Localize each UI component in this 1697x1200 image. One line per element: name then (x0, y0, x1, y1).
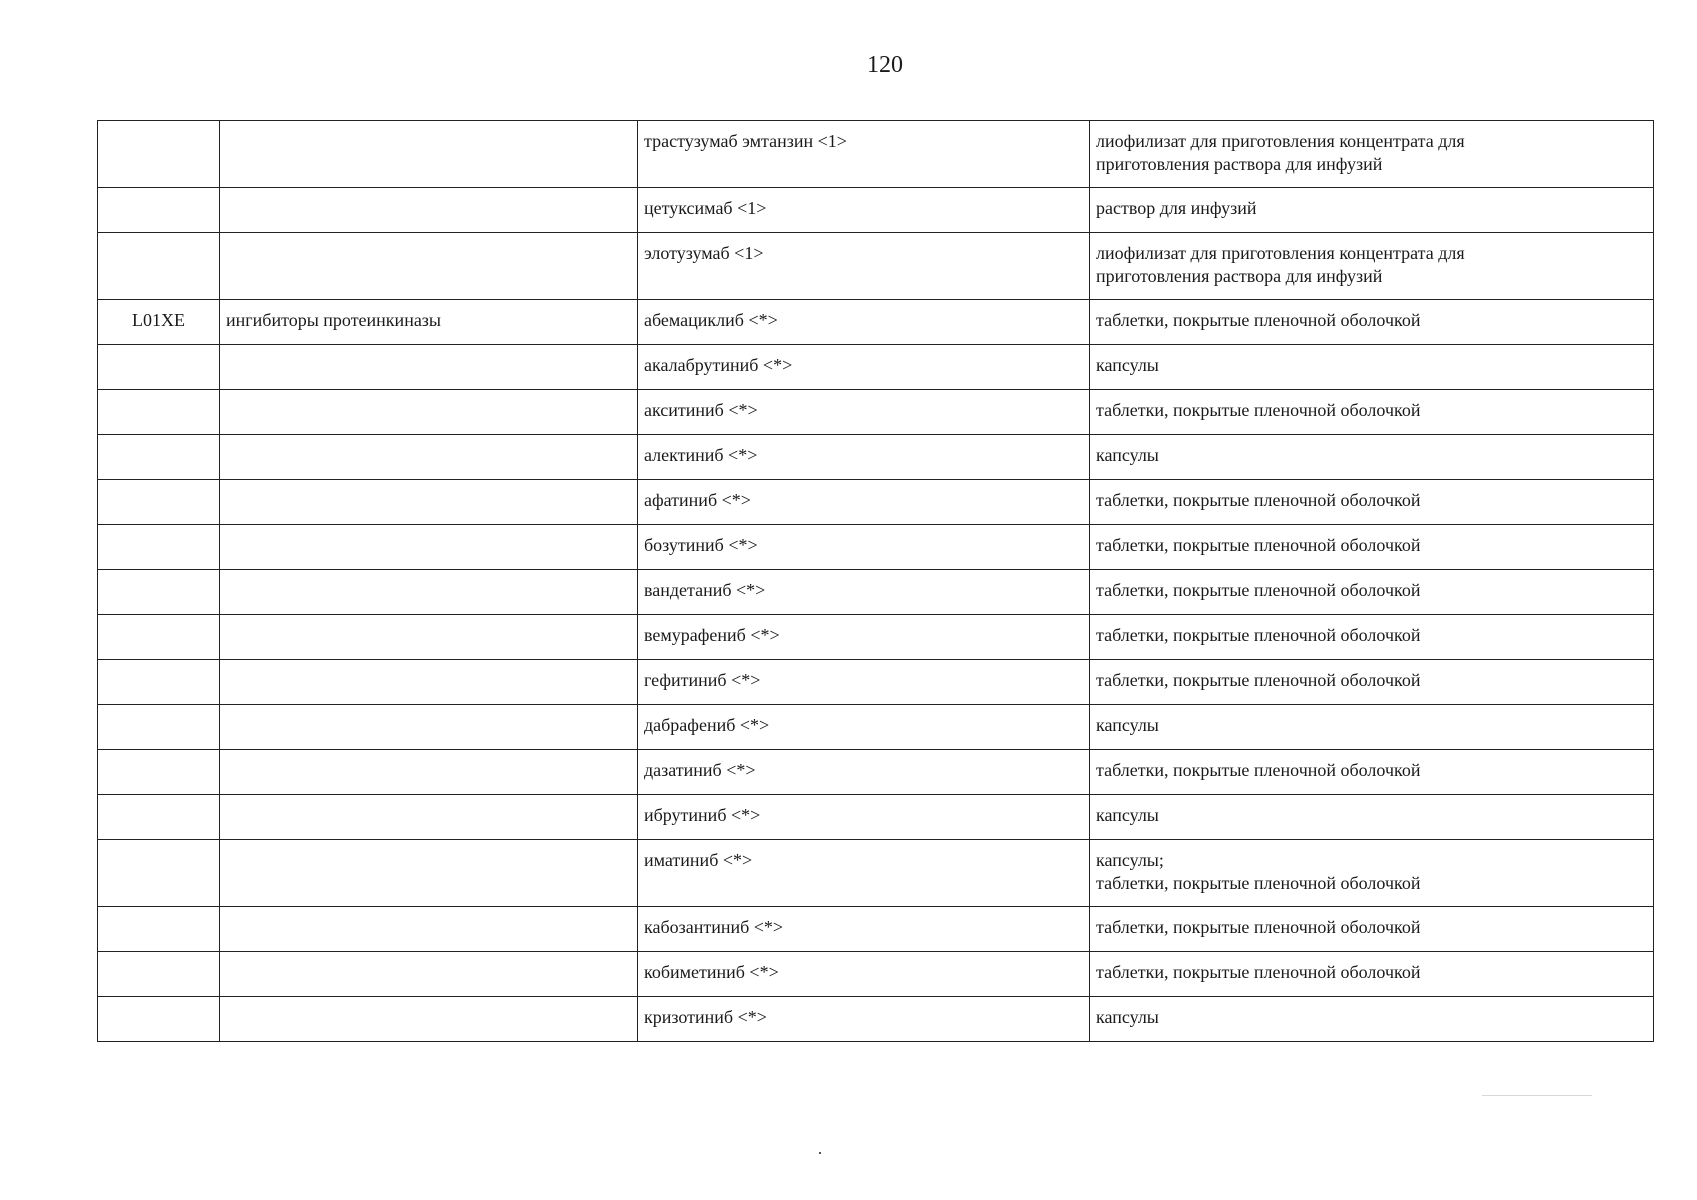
scan-line (1482, 1095, 1592, 1096)
pharmacological-group-cell (220, 795, 638, 840)
pharmacological-group-cell: ингибиторы протеинкиназы (220, 300, 638, 345)
dosage-form-cell (1090, 660, 1654, 705)
drug-name-cell: афатиниб <*> (638, 480, 1090, 525)
pharmacological-group-cell (220, 660, 638, 705)
table-row (98, 952, 1654, 997)
drug-name-cell: абемациклиб <*> (638, 300, 1090, 345)
table-row (98, 480, 1654, 525)
dosage-form-cell (1090, 390, 1654, 435)
atc-code-cell (98, 750, 220, 795)
dosage-form-line: капсулы; (1096, 850, 1164, 870)
dosage-form-line: приготовления раствора для инфузий (1096, 266, 1383, 286)
atc-code-cell (98, 435, 220, 480)
dosage-form-cell (1090, 615, 1654, 660)
pharmacological-group-cell (220, 345, 638, 390)
table-row (98, 188, 1654, 233)
pharmacological-group-cell (220, 705, 638, 750)
dosage-form-line: капсулы (1096, 355, 1159, 375)
dosage-form-cell (1090, 750, 1654, 795)
dosage-form-line: таблетки, покрытые пленочной оболочкой (1096, 670, 1421, 690)
atc-code-cell (98, 345, 220, 390)
dosage-form-line: таблетки, покрытые пленочной оболочкой (1096, 873, 1421, 893)
dosage-form-line: капсулы (1096, 715, 1159, 735)
drug-name-cell: бозутиниб <*> (638, 525, 1090, 570)
atc-code-cell (98, 233, 220, 300)
table-row (98, 795, 1654, 840)
atc-code-cell: L01XE (98, 300, 220, 345)
table-row (98, 705, 1654, 750)
pharmacological-group-cell (220, 997, 638, 1042)
drug-name-cell: алектиниб <*> (638, 435, 1090, 480)
drug-name-cell: акситиниб <*> (638, 390, 1090, 435)
dosage-form-cell (1090, 907, 1654, 952)
dosage-form-line: таблетки, покрытые пленочной оболочкой (1096, 400, 1421, 420)
drug-name-cell: элотузумаб <1> (638, 233, 1090, 300)
dosage-form-line: таблетки, покрытые пленочной оболочкой (1096, 580, 1421, 600)
dosage-form-cell (1090, 435, 1654, 480)
drug-name-cell: вемурафениб <*> (638, 615, 1090, 660)
dosage-form-cell (1090, 345, 1654, 390)
pharmacological-group-cell (220, 480, 638, 525)
atc-code-cell (98, 705, 220, 750)
table-row (98, 997, 1654, 1042)
drug-name-cell: кабозантиниб <*> (638, 907, 1090, 952)
table-row (98, 660, 1654, 705)
drug-name-cell: иматиниб <*> (638, 840, 1090, 907)
atc-code-cell (98, 121, 220, 188)
dosage-form-line: таблетки, покрытые пленочной оболочкой (1096, 310, 1421, 330)
dosage-form-line: таблетки, покрытые пленочной оболочкой (1096, 962, 1421, 982)
atc-code-cell (98, 188, 220, 233)
dosage-form-cell (1090, 233, 1654, 300)
drug-name-cell: гефитиниб <*> (638, 660, 1090, 705)
dosage-form-cell (1090, 480, 1654, 525)
pharmacological-group-cell (220, 188, 638, 233)
drug-table (97, 120, 1654, 1042)
dosage-form-line: приготовления раствора для инфузий (1096, 154, 1383, 174)
atc-code-cell (98, 795, 220, 840)
atc-code-cell (98, 840, 220, 907)
dosage-form-cell (1090, 570, 1654, 615)
pharmacological-group-cell (220, 390, 638, 435)
dosage-form-cell (1090, 525, 1654, 570)
atc-code-cell (98, 907, 220, 952)
dosage-form-cell (1090, 840, 1654, 907)
dosage-form-cell (1090, 952, 1654, 997)
atc-code-cell (98, 615, 220, 660)
dosage-form-line: таблетки, покрытые пленочной оболочкой (1096, 760, 1421, 780)
atc-code-cell (98, 525, 220, 570)
drug-name-cell: вандетаниб <*> (638, 570, 1090, 615)
dosage-form-line: таблетки, покрытые пленочной оболочкой (1096, 490, 1421, 510)
table-row (98, 525, 1654, 570)
dosage-form-cell (1090, 997, 1654, 1042)
table-row (98, 390, 1654, 435)
dosage-form-cell (1090, 795, 1654, 840)
dosage-form-line: таблетки, покрытые пленочной оболочкой (1096, 917, 1421, 937)
pharmacological-group-cell (220, 233, 638, 300)
table-row (98, 840, 1654, 907)
pharmacological-group-cell (220, 750, 638, 795)
atc-code-cell (98, 390, 220, 435)
dosage-form-line: капсулы (1096, 805, 1159, 825)
pharmacological-group-cell (220, 952, 638, 997)
drug-name-cell: дазатиниб <*> (638, 750, 1090, 795)
atc-code-cell (98, 997, 220, 1042)
table-row (98, 300, 1654, 345)
dosage-form-line: лиофилизат для приготовления концентрата для (1096, 131, 1465, 151)
pharmacological-group-cell (220, 615, 638, 660)
drug-name-cell: кризотиниб <*> (638, 997, 1090, 1042)
page-number: 120 (867, 52, 903, 78)
atc-code-cell (98, 660, 220, 705)
dosage-form-line: лиофилизат для приготовления концентрата для (1096, 243, 1465, 263)
dosage-form-line: раствор для инфузий (1096, 198, 1257, 218)
atc-code-cell (98, 480, 220, 525)
table-row (98, 345, 1654, 390)
dosage-form-line: таблетки, покрытые пленочной оболочкой (1096, 535, 1421, 555)
pharmacological-group-cell (220, 525, 638, 570)
drug-name-cell: кобиметиниб <*> (638, 952, 1090, 997)
pharmacological-group-cell (220, 435, 638, 480)
drug-table-body (98, 121, 1654, 1042)
drug-name-cell: ибрутиниб <*> (638, 795, 1090, 840)
dosage-form-cell (1090, 705, 1654, 750)
dosage-form-cell (1090, 121, 1654, 188)
drug-name-cell: цетуксимаб <1> (638, 188, 1090, 233)
table-row (98, 907, 1654, 952)
dosage-form-cell (1090, 300, 1654, 345)
table-row (98, 233, 1654, 300)
table-row (98, 750, 1654, 795)
scan-speck (819, 1152, 821, 1154)
table-row (98, 570, 1654, 615)
drug-name-cell: акалабрутиниб <*> (638, 345, 1090, 390)
drug-name-cell: трастузумаб эмтанзин <1> (638, 121, 1090, 188)
pharmacological-group-cell (220, 121, 638, 188)
pharmacological-group-cell (220, 570, 638, 615)
pharmacological-group-cell (220, 840, 638, 907)
dosage-form-line: капсулы (1096, 1007, 1159, 1027)
table-row (98, 435, 1654, 480)
dosage-form-line: капсулы (1096, 445, 1159, 465)
atc-code-cell (98, 570, 220, 615)
dosage-form-cell (1090, 188, 1654, 233)
table-row (98, 121, 1654, 188)
drug-name-cell: дабрафениб <*> (638, 705, 1090, 750)
atc-code-cell (98, 952, 220, 997)
pharmacological-group-cell (220, 907, 638, 952)
dosage-form-line: таблетки, покрытые пленочной оболочкой (1096, 625, 1421, 645)
table-row (98, 615, 1654, 660)
